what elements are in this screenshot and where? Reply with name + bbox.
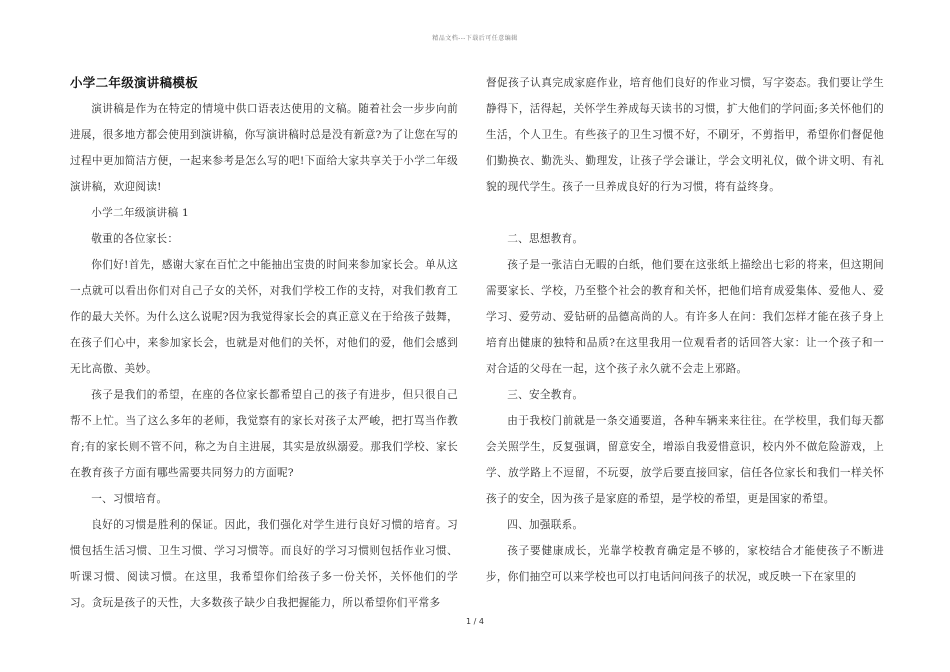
section-heading-safety: 三、安全教育。 [507, 389, 584, 401]
paragraph-6: 由于我校门前就是一条交通要道，各种车辆来来往往。在学校里，我们每天都会关照学生，反复强调，留意安全，增添自我爱惜意识，校内外不做危险游戏，上学、放学路上不逗留，不玩耍，放学后要直接回家，信任各位家长和我们一样关怀孩子的安全，因为孩子是家庭的希望，是学校的希望，更是国家的希望。 [486, 415, 884, 505]
paragraph-5: 孩子是一张洁白无暇的白纸，他们要在这张纸上描绘出七彩的将来，但这期间需要家长、学校，乃至整个社会的教育和关怀，把他们培育成爱集体、爱他人、爱学习、爱劳动、爱钻研的品德高尚的人。有许多人在问：我们怎样才能在孩子身上培育出健康的独特和品质?在这里我用一位观看者的话回答大家：让一个孩子和一对合适的父母在一起，这个孩子永久就不会走上邪路。 [486, 259, 884, 375]
paragraph-3: 良好的习惯是胜利的保证。因此，我们强化对学生进行良好习惯的培育。习惯包括生活习惯、卫生习惯、学习习惯等。而良好的学习习惯则包括作业习惯、听课习惯、阅读习惯。在这里，我希望你们给孩子多一份关怀，关怀他们的学习。贪玩是孩子的天性，大多数孩子缺少自我把握能力，所以希望你们平常多 [70, 519, 458, 609]
header-note: 精品文档---下载后可任意编辑 [432, 35, 518, 42]
paragraph-7: 孩子要健康成长，光靠学校教育确定是不够的，家校结合才能使孩子不断进步，你们抽空可以来学校也可以打电话问问孩子的状况，或反映一下在家里的 [486, 545, 884, 583]
document-title: 小学二年级演讲稿模板 [70, 75, 199, 90]
section-heading-thought: 二、思想教育。 [507, 233, 584, 245]
paragraph-4: 督促孩子认真完成家庭作业，培育他们良好的作业习惯，写字姿态。我们要让学生静得下，活得起，关怀学生养成每天读书的习惯，扩大他们的学问面;多关怀他们的生活，个人卫生。有些孩子的卫生习惯不好，不刷牙，不剪指甲，希望你们督促他们勤换衣、勤洗头、勤理发，让孩子学会谦让，学会文明礼仪，做个讲文明、有礼貌的现代学生。孩子一旦养成良好的行为习惯，将有益终身。 [486, 77, 884, 193]
speech-title: 小学二年级演讲稿 1 [91, 207, 190, 219]
greeting: 敬重的各位家长： [91, 233, 179, 245]
right-column [486, 70, 884, 590]
page-indicator: 1 / 4 [466, 617, 484, 626]
left-column [70, 70, 458, 616]
intro-paragraph: 演讲稿是作为在特定的情境中供口语表达使用的文稿。随着社会一步步向前进展，很多地方都会使用到演讲稿，你写演讲稿时总是没有新意?为了让您在写的过程中更加简洁方便，一起来参考是怎么写的吧!下面给大家共享关于小学二年级演讲稿，欢迎阅读! [70, 103, 458, 193]
section-heading-habits: 一、习惯培育。 [91, 493, 168, 505]
paragraph-1: 你们好!首先，感谢大家在百忙之中能抽出宝贵的时间来参加家长会。单从这一点就可以看出你们对自己子女的关怀，对我们学校工作的支持，对我们教育工作的最大关怀。为什么这么说呢?因为我觉得家长会的真正意义在于给孩子鼓舞，在孩子们心中，来参加家长会，也就是对他们的关怀，对他们的爱，他们会感到无比高傲、美妙。 [70, 259, 458, 375]
paragraph-gap [486, 200, 884, 226]
paragraph-2: 孩子是我们的希望，在座的各位家长都希望自己的孩子有进步，但只很自己帮不上忙。当了这么多年的老师，我觉察有的家长对孩子太严峻，把打骂当作教育;有的家长则不管不问，称之为自主进展，其实是放纵溺爱。那我们学校、家长在教育孩子方面有哪些需要共同努力的方面呢? [70, 389, 458, 479]
section-heading-contact: 四、加强联系。 [507, 519, 584, 531]
